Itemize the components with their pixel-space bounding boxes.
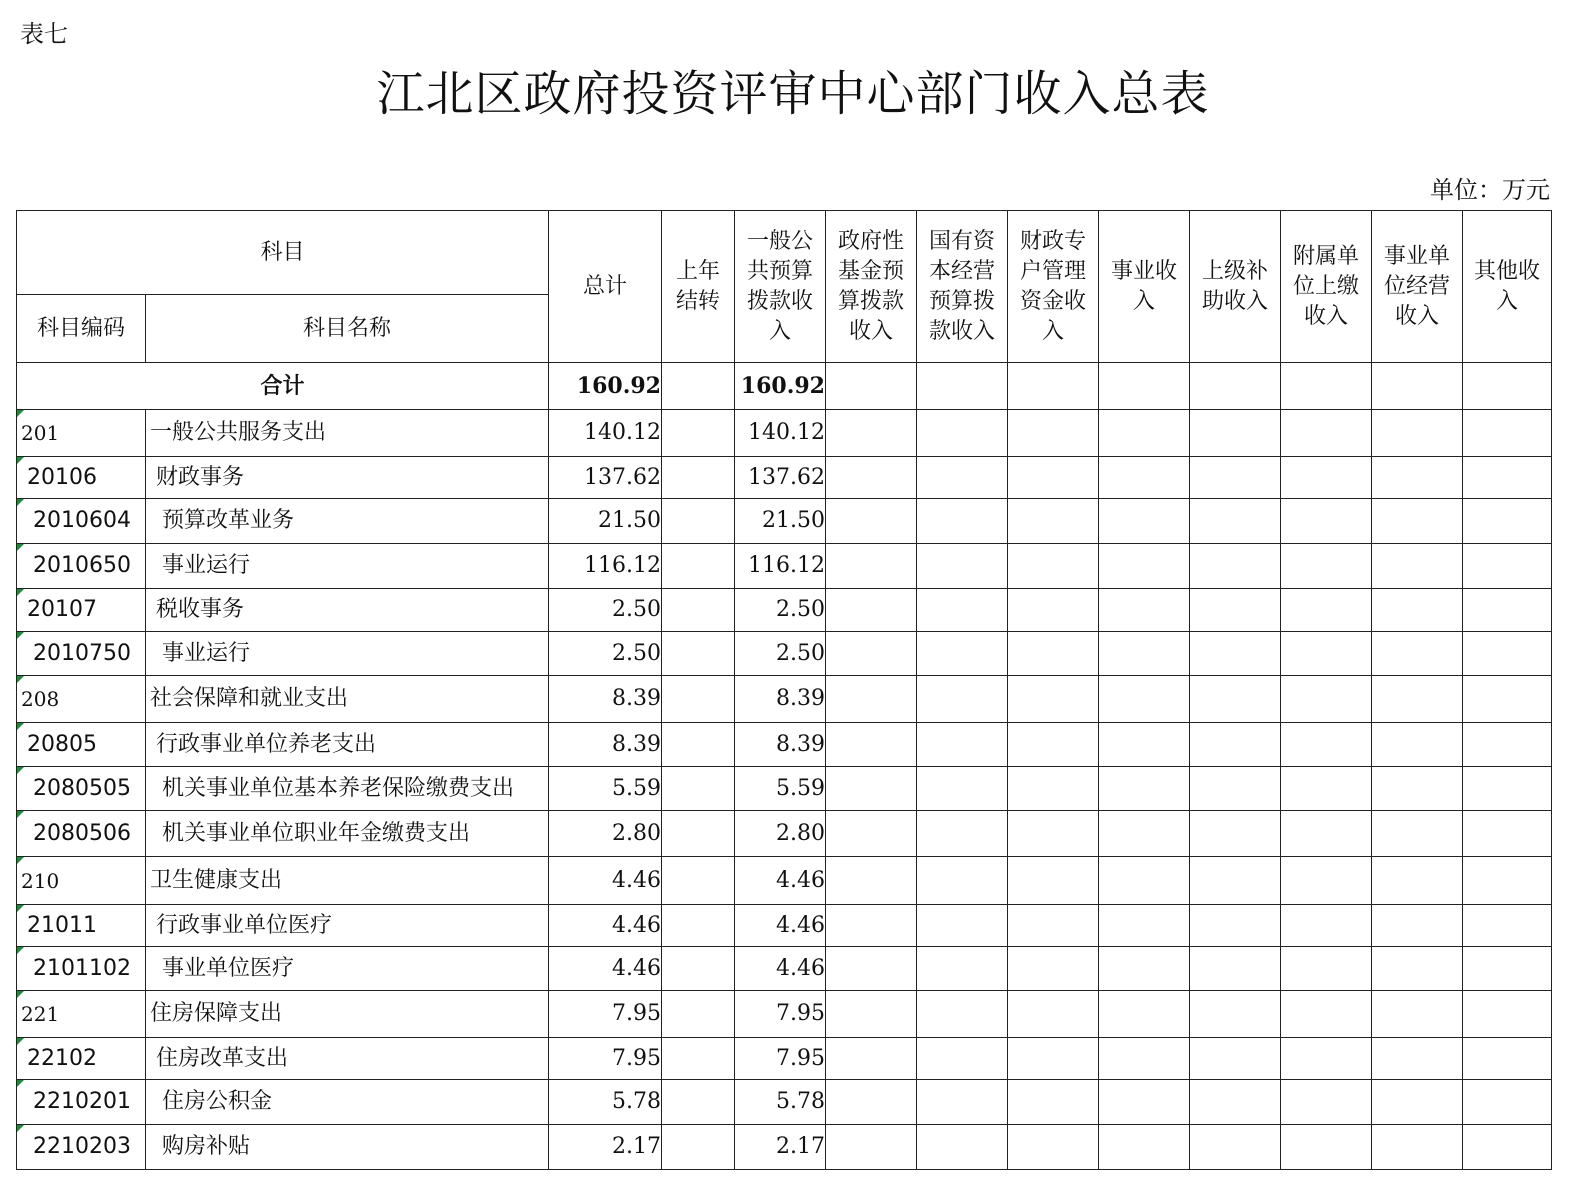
empty-cell	[1190, 1038, 1281, 1080]
empty-cell	[1281, 363, 1372, 410]
empty-cell	[917, 1038, 1008, 1080]
empty-cell	[1190, 947, 1281, 991]
empty-cell	[826, 811, 917, 857]
subject-code: 2210201	[17, 1080, 146, 1125]
empty-cell	[1099, 857, 1190, 905]
row-total: 8.39	[549, 723, 662, 767]
row-general-budget: 140.12	[735, 410, 826, 457]
empty-cell	[1281, 1038, 1372, 1080]
empty-cell	[1099, 1038, 1190, 1080]
empty-cell	[1372, 1125, 1463, 1170]
empty-cell	[1463, 1080, 1552, 1125]
empty-cell	[1372, 676, 1463, 723]
empty-cell	[1372, 905, 1463, 947]
empty-cell	[1463, 632, 1552, 676]
empty-cell	[1372, 723, 1463, 767]
empty-cell	[1008, 1125, 1099, 1170]
total-general-budget: 160.92	[735, 363, 826, 410]
empty-cell	[917, 457, 1008, 499]
header-col-10: 其他收 入	[1463, 211, 1552, 363]
row-general-budget: 8.39	[735, 723, 826, 767]
empty-cell	[1190, 363, 1281, 410]
row-total: 4.46	[549, 947, 662, 991]
empty-cell	[917, 767, 1008, 811]
empty-cell	[917, 632, 1008, 676]
empty-cell	[1463, 811, 1552, 857]
table-row	[17, 905, 1552, 947]
empty-cell	[917, 905, 1008, 947]
empty-cell	[1008, 589, 1099, 632]
row-total: 2.17	[549, 1125, 662, 1170]
row-general-budget: 4.46	[735, 857, 826, 905]
row-prior-carryover	[662, 410, 735, 457]
empty-cell	[1099, 363, 1190, 410]
empty-cell	[917, 499, 1008, 544]
empty-cell	[1008, 544, 1099, 589]
subject-code: 2080505	[17, 767, 146, 811]
table-row	[17, 811, 1552, 857]
empty-cell	[1281, 905, 1372, 947]
table-row	[17, 857, 1552, 905]
row-general-budget: 2.17	[735, 1125, 826, 1170]
subject-code: 221	[17, 991, 146, 1038]
header-subject-name: 科目名称	[146, 295, 549, 363]
subject-name: 购房补贴	[146, 1125, 549, 1170]
empty-cell	[826, 676, 917, 723]
empty-cell	[1008, 632, 1099, 676]
empty-cell	[1463, 676, 1552, 723]
row-general-budget: 4.46	[735, 947, 826, 991]
empty-cell	[1190, 905, 1281, 947]
empty-cell	[826, 1080, 917, 1125]
row-general-budget: 8.39	[735, 676, 826, 723]
empty-cell	[1463, 589, 1552, 632]
row-total: 4.46	[549, 857, 662, 905]
subject-code: 2010604	[17, 499, 146, 544]
empty-cell	[1463, 905, 1552, 947]
empty-cell	[1008, 947, 1099, 991]
empty-cell	[1372, 767, 1463, 811]
unit-label: 单位：万元	[1430, 176, 1550, 204]
row-general-budget: 2.50	[735, 589, 826, 632]
subject-name: 财政事务	[146, 457, 549, 499]
empty-cell	[1008, 676, 1099, 723]
row-total: 137.62	[549, 457, 662, 499]
header-col-4: 国有资 本经营 预算拨 款收入	[917, 211, 1008, 363]
empty-cell	[1190, 857, 1281, 905]
row-general-budget: 5.78	[735, 1080, 826, 1125]
header-col-2: 一般公 共预算 拨款收 入	[735, 211, 826, 363]
header-col-8: 附属单 位上缴 收入	[1281, 211, 1372, 363]
table-row	[17, 410, 1552, 457]
row-prior-carryover	[662, 632, 735, 676]
empty-cell	[1190, 767, 1281, 811]
row-total: 5.59	[549, 767, 662, 811]
empty-cell	[1281, 457, 1372, 499]
subject-code: 201	[17, 410, 146, 457]
empty-cell	[1372, 499, 1463, 544]
table-row	[17, 544, 1552, 589]
header-col-3: 政府性 基金预 算拨款 收入	[826, 211, 917, 363]
row-total: 140.12	[549, 410, 662, 457]
row-general-budget: 137.62	[735, 457, 826, 499]
row-prior-carryover	[662, 905, 735, 947]
row-prior-carryover	[662, 857, 735, 905]
header-subject-code: 科目编码	[17, 295, 146, 363]
subject-name: 税收事务	[146, 589, 549, 632]
row-prior-carryover	[662, 544, 735, 589]
subject-name: 事业单位医疗	[146, 947, 549, 991]
empty-cell	[1372, 544, 1463, 589]
subject-name: 预算改革业务	[146, 499, 549, 544]
empty-cell	[1099, 589, 1190, 632]
empty-cell	[1008, 1038, 1099, 1080]
row-total: 21.50	[549, 499, 662, 544]
empty-cell	[1190, 544, 1281, 589]
empty-cell	[1463, 410, 1552, 457]
row-prior-carryover	[662, 767, 735, 811]
row-total: 7.95	[549, 1038, 662, 1080]
row-prior-carryover	[662, 589, 735, 632]
empty-cell	[1008, 457, 1099, 499]
subject-code: 2010750	[17, 632, 146, 676]
row-general-budget: 21.50	[735, 499, 826, 544]
empty-cell	[1372, 857, 1463, 905]
subject-code: 21011	[17, 905, 146, 947]
subject-name: 住房改革支出	[146, 1038, 549, 1080]
empty-cell	[1463, 499, 1552, 544]
total-prior-carryover	[662, 363, 735, 410]
empty-cell	[1099, 499, 1190, 544]
subject-name: 事业运行	[146, 544, 549, 589]
empty-cell	[1190, 1080, 1281, 1125]
header-col-7: 上级补 助收入	[1190, 211, 1281, 363]
header-subject: 科目	[17, 211, 549, 295]
empty-cell	[1099, 410, 1190, 457]
empty-cell	[1008, 1080, 1099, 1125]
empty-cell	[1099, 1080, 1190, 1125]
row-total: 7.95	[549, 991, 662, 1038]
table-row	[17, 1125, 1552, 1170]
empty-cell	[826, 767, 917, 811]
empty-cell	[1372, 589, 1463, 632]
table-row	[17, 1038, 1552, 1080]
empty-cell	[1099, 632, 1190, 676]
header-col-6: 事业收 入	[1099, 211, 1190, 363]
empty-cell	[826, 589, 917, 632]
row-general-budget: 7.95	[735, 991, 826, 1038]
empty-cell	[1372, 457, 1463, 499]
empty-cell	[1463, 857, 1552, 905]
row-total: 2.80	[549, 811, 662, 857]
subject-code: 20106	[17, 457, 146, 499]
subject-code: 2080506	[17, 811, 146, 857]
row-prior-carryover	[662, 947, 735, 991]
total-label: 合计	[17, 363, 549, 410]
empty-cell	[1463, 544, 1552, 589]
empty-cell	[1463, 457, 1552, 499]
empty-cell	[1099, 1125, 1190, 1170]
empty-cell	[1008, 857, 1099, 905]
table-row	[17, 723, 1552, 767]
table-row	[17, 499, 1552, 544]
row-total: 8.39	[549, 676, 662, 723]
empty-cell	[1008, 723, 1099, 767]
row-prior-carryover	[662, 723, 735, 767]
empty-cell	[1190, 723, 1281, 767]
empty-cell	[1281, 767, 1372, 811]
row-prior-carryover	[662, 499, 735, 544]
empty-cell	[1099, 947, 1190, 991]
subject-code: 20805	[17, 723, 146, 767]
document-title: 江北区政府投资评审中心部门收入总表	[376, 66, 1210, 122]
empty-cell	[917, 1125, 1008, 1170]
empty-cell	[1008, 811, 1099, 857]
row-total: 2.50	[549, 632, 662, 676]
empty-cell	[1008, 410, 1099, 457]
empty-cell	[826, 905, 917, 947]
empty-cell	[1281, 723, 1372, 767]
table-number: 表七	[20, 20, 68, 48]
empty-cell	[826, 991, 917, 1038]
subject-name: 住房保障支出	[146, 991, 549, 1038]
subject-name: 行政事业单位医疗	[146, 905, 549, 947]
empty-cell	[1281, 857, 1372, 905]
empty-cell	[917, 857, 1008, 905]
empty-cell	[826, 1038, 917, 1080]
empty-cell	[1190, 632, 1281, 676]
empty-cell	[1372, 811, 1463, 857]
empty-cell	[917, 363, 1008, 410]
total-row	[17, 363, 1552, 410]
row-general-budget: 7.95	[735, 1038, 826, 1080]
row-general-budget: 116.12	[735, 544, 826, 589]
empty-cell	[826, 499, 917, 544]
total-total: 160.92	[549, 363, 662, 410]
empty-cell	[1099, 544, 1190, 589]
empty-cell	[1008, 499, 1099, 544]
subject-code: 2210203	[17, 1125, 146, 1170]
empty-cell	[826, 632, 917, 676]
header-col-0: 总计	[549, 211, 662, 363]
row-prior-carryover	[662, 1038, 735, 1080]
row-prior-carryover	[662, 811, 735, 857]
empty-cell	[917, 991, 1008, 1038]
empty-cell	[917, 676, 1008, 723]
empty-cell	[1463, 991, 1552, 1038]
empty-cell	[1008, 767, 1099, 811]
income-summary-table	[16, 210, 1552, 1170]
row-prior-carryover	[662, 1080, 735, 1125]
empty-cell	[826, 457, 917, 499]
empty-cell	[1281, 589, 1372, 632]
empty-cell	[917, 589, 1008, 632]
row-total: 4.46	[549, 905, 662, 947]
empty-cell	[917, 811, 1008, 857]
table-row	[17, 457, 1552, 499]
empty-cell	[1099, 676, 1190, 723]
subject-name: 一般公共服务支出	[146, 410, 549, 457]
subject-code: 2010650	[17, 544, 146, 589]
empty-cell	[826, 947, 917, 991]
empty-cell	[1281, 947, 1372, 991]
header-col-9: 事业单 位经营 收入	[1372, 211, 1463, 363]
row-prior-carryover	[662, 1125, 735, 1170]
empty-cell	[1190, 589, 1281, 632]
row-general-budget: 2.80	[735, 811, 826, 857]
empty-cell	[1099, 723, 1190, 767]
empty-cell	[826, 857, 917, 905]
empty-cell	[1372, 991, 1463, 1038]
row-total: 116.12	[549, 544, 662, 589]
row-total: 2.50	[549, 589, 662, 632]
empty-cell	[1372, 1080, 1463, 1125]
row-general-budget: 5.59	[735, 767, 826, 811]
empty-cell	[1281, 544, 1372, 589]
empty-cell	[1008, 991, 1099, 1038]
empty-cell	[826, 1125, 917, 1170]
subject-name: 机关事业单位职业年金缴费支出	[146, 811, 549, 857]
empty-cell	[1281, 1080, 1372, 1125]
subject-name: 事业运行	[146, 632, 549, 676]
empty-cell	[917, 1080, 1008, 1125]
subject-code: 210	[17, 857, 146, 905]
empty-cell	[1372, 363, 1463, 410]
empty-cell	[1281, 499, 1372, 544]
row-general-budget: 2.50	[735, 632, 826, 676]
row-general-budget: 4.46	[735, 905, 826, 947]
table-row	[17, 632, 1552, 676]
table-row	[17, 1080, 1552, 1125]
empty-cell	[1190, 499, 1281, 544]
subject-name: 行政事业单位养老支出	[146, 723, 549, 767]
header-col-5: 财政专 户管理 资金收 入	[1008, 211, 1099, 363]
empty-cell	[1463, 767, 1552, 811]
empty-cell	[1190, 457, 1281, 499]
empty-cell	[1190, 676, 1281, 723]
subject-code: 22102	[17, 1038, 146, 1080]
empty-cell	[917, 723, 1008, 767]
row-prior-carryover	[662, 676, 735, 723]
empty-cell	[1463, 1038, 1552, 1080]
empty-cell	[1463, 363, 1552, 410]
empty-cell	[917, 410, 1008, 457]
empty-cell	[826, 723, 917, 767]
empty-cell	[1372, 1038, 1463, 1080]
empty-cell	[1008, 363, 1099, 410]
row-prior-carryover	[662, 991, 735, 1038]
empty-cell	[826, 544, 917, 589]
table-row	[17, 767, 1552, 811]
empty-cell	[1008, 905, 1099, 947]
table-row	[17, 947, 1552, 991]
table-row	[17, 676, 1552, 723]
empty-cell	[1281, 811, 1372, 857]
empty-cell	[1372, 947, 1463, 991]
empty-cell	[917, 544, 1008, 589]
empty-cell	[1463, 723, 1552, 767]
subject-name: 社会保障和就业支出	[146, 676, 549, 723]
empty-cell	[1190, 991, 1281, 1038]
subject-name: 住房公积金	[146, 1080, 549, 1125]
empty-cell	[917, 947, 1008, 991]
subject-name: 卫生健康支出	[146, 857, 549, 905]
empty-cell	[1281, 632, 1372, 676]
empty-cell	[1281, 991, 1372, 1038]
empty-cell	[1190, 1125, 1281, 1170]
empty-cell	[1281, 1125, 1372, 1170]
table-row	[17, 991, 1552, 1038]
empty-cell	[1281, 410, 1372, 457]
empty-cell	[826, 410, 917, 457]
empty-cell	[1372, 632, 1463, 676]
empty-cell	[1190, 811, 1281, 857]
empty-cell	[1099, 811, 1190, 857]
subject-name: 机关事业单位基本养老保险缴费支出	[146, 767, 549, 811]
empty-cell	[1190, 410, 1281, 457]
row-prior-carryover	[662, 457, 735, 499]
row-total: 5.78	[549, 1080, 662, 1125]
header-col-1: 上年 结转	[662, 211, 735, 363]
empty-cell	[1463, 1125, 1552, 1170]
empty-cell	[1463, 947, 1552, 991]
empty-cell	[1099, 905, 1190, 947]
empty-cell	[1281, 676, 1372, 723]
empty-cell	[826, 363, 917, 410]
subject-code: 20107	[17, 589, 146, 632]
empty-cell	[1099, 767, 1190, 811]
subject-code: 208	[17, 676, 146, 723]
table-row	[17, 589, 1552, 632]
subject-code: 2101102	[17, 947, 146, 991]
empty-cell	[1372, 410, 1463, 457]
empty-cell	[1099, 991, 1190, 1038]
empty-cell	[1099, 457, 1190, 499]
